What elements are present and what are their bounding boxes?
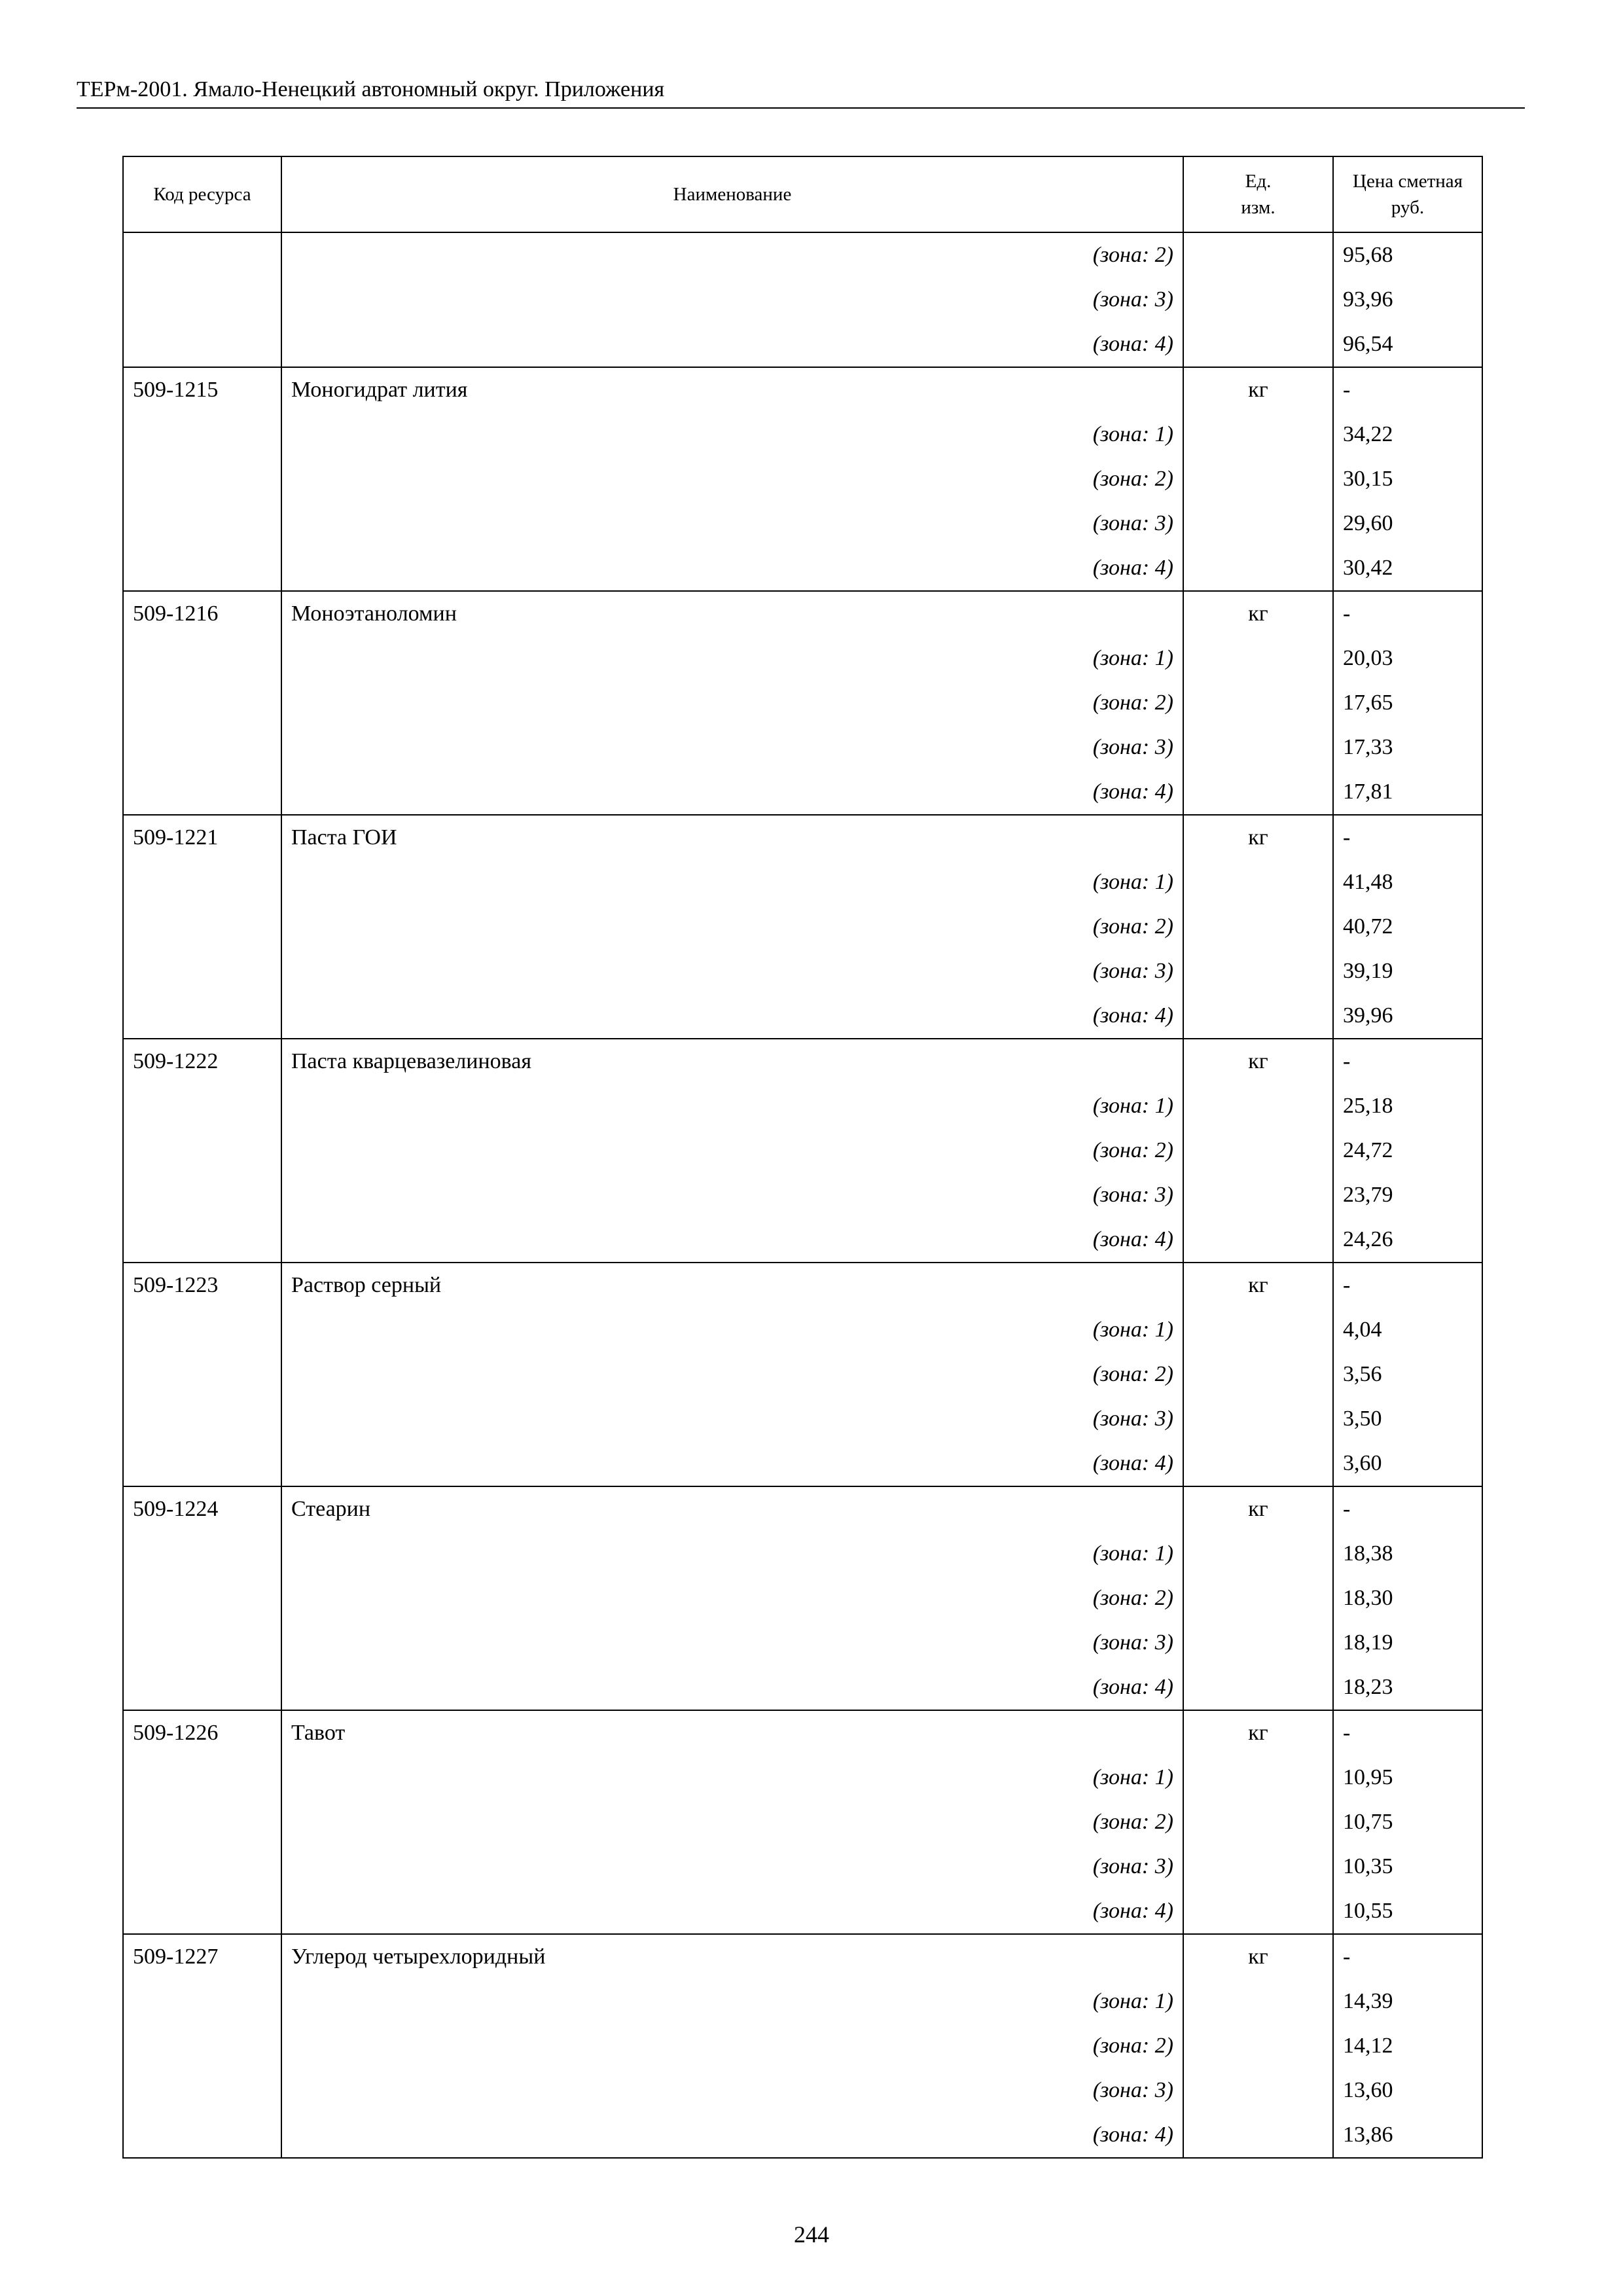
zone-label: (зона: 1) — [281, 1532, 1183, 1576]
code-cell — [123, 1308, 281, 1352]
resource-price: - — [1333, 1263, 1482, 1308]
resource-unit: кг — [1183, 1934, 1333, 1979]
zone-row — [123, 681, 1482, 725]
code-cell — [123, 1800, 281, 1844]
unit-cell — [1183, 1217, 1333, 1263]
table-row — [123, 1263, 1482, 1308]
code-cell — [123, 994, 281, 1039]
resource-name: Раствор серный — [281, 1263, 1183, 1308]
code-cell — [123, 232, 281, 278]
unit-cell — [1183, 725, 1333, 770]
zone-price: 41,48 — [1333, 860, 1482, 905]
resource-unit: кг — [1183, 1486, 1333, 1532]
resource-name: Паста ГОИ — [281, 815, 1183, 860]
unit-cell — [1183, 457, 1333, 501]
zone-label: (зона: 3) — [281, 1173, 1183, 1217]
unit-cell — [1183, 2113, 1333, 2158]
document-title: ТЕРм-2001. Ямало-Ненецкий автономный округ. Приложения — [77, 77, 665, 101]
resource-name: Углерод четырехлоридный — [281, 1934, 1183, 1979]
zone-price: 18,38 — [1333, 1532, 1482, 1576]
resource-name: Моногидрат лития — [281, 367, 1183, 412]
zone-row — [123, 278, 1482, 322]
zone-label: (зона: 2) — [281, 681, 1183, 725]
zone-label: (зона: 3) — [281, 725, 1183, 770]
table-header — [123, 156, 1482, 232]
zone-row — [123, 322, 1482, 367]
unit-cell — [1183, 860, 1333, 905]
zone-price: 23,79 — [1333, 1173, 1482, 1217]
resource-code: 509-1221 — [123, 815, 281, 860]
zone-row — [123, 994, 1482, 1039]
zone-row — [123, 1397, 1482, 1441]
column-header-name: Наименование — [281, 156, 1183, 232]
zone-price: 95,68 — [1333, 232, 1482, 278]
zone-label: (зона: 3) — [281, 2068, 1183, 2113]
code-cell — [123, 1889, 281, 1934]
zone-row — [123, 1755, 1482, 1800]
zone-label: (зона: 3) — [281, 501, 1183, 546]
zone-label: (зона: 4) — [281, 1665, 1183, 1710]
resource-code: 509-1226 — [123, 1710, 281, 1755]
resource-unit: кг — [1183, 815, 1333, 860]
zone-price: 39,96 — [1333, 994, 1482, 1039]
zone-price: 4,04 — [1333, 1308, 1482, 1352]
page-number: 244 — [794, 2221, 829, 2248]
code-cell — [123, 1217, 281, 1263]
unit-cell — [1183, 949, 1333, 994]
code-cell — [123, 860, 281, 905]
zone-row — [123, 1128, 1482, 1173]
unit-cell — [1183, 1979, 1333, 2024]
zone-row — [123, 1576, 1482, 1621]
code-cell — [123, 636, 281, 681]
resource-unit: кг — [1183, 591, 1333, 636]
code-cell — [123, 1128, 281, 1173]
zone-row — [123, 2113, 1482, 2158]
code-cell — [123, 322, 281, 367]
zone-row — [123, 1308, 1482, 1352]
zone-price: 24,72 — [1333, 1128, 1482, 1173]
zone-price: 10,35 — [1333, 1844, 1482, 1889]
zone-price: 29,60 — [1333, 501, 1482, 546]
zone-row — [123, 501, 1482, 546]
zone-label: (зона: 1) — [281, 636, 1183, 681]
zone-price: 24,26 — [1333, 1217, 1482, 1263]
unit-cell — [1183, 681, 1333, 725]
zone-price: 40,72 — [1333, 905, 1482, 949]
column-header-price: Цена сметная руб. — [1333, 156, 1482, 232]
zone-price: 14,39 — [1333, 1979, 1482, 2024]
zone-row — [123, 1532, 1482, 1576]
unit-cell — [1183, 1397, 1333, 1441]
resource-price: - — [1333, 1710, 1482, 1755]
code-cell — [123, 278, 281, 322]
zone-row — [123, 232, 1482, 278]
zone-row — [123, 1441, 1482, 1486]
unit-cell — [1183, 232, 1333, 278]
code-cell — [123, 1979, 281, 2024]
zone-label: (зона: 2) — [281, 1576, 1183, 1621]
unit-cell — [1183, 994, 1333, 1039]
unit-cell — [1183, 2024, 1333, 2068]
zone-price: 39,19 — [1333, 949, 1482, 994]
unit-cell — [1183, 905, 1333, 949]
zone-row — [123, 1352, 1482, 1397]
unit-cell — [1183, 1352, 1333, 1397]
zone-price: 18,19 — [1333, 1621, 1482, 1665]
code-cell — [123, 1441, 281, 1486]
zone-label: (зона: 2) — [281, 457, 1183, 501]
resource-unit: кг — [1183, 367, 1333, 412]
resource-price-table — [122, 156, 1483, 2159]
zone-row — [123, 1889, 1482, 1934]
resource-code: 509-1215 — [123, 367, 281, 412]
zone-label: (зона: 3) — [281, 1844, 1183, 1889]
zone-price: 10,55 — [1333, 1889, 1482, 1934]
table-row — [123, 1934, 1482, 1979]
zone-label: (зона: 4) — [281, 1441, 1183, 1486]
resource-code: 509-1216 — [123, 591, 281, 636]
unit-cell — [1183, 2068, 1333, 2113]
zone-label: (зона: 1) — [281, 1308, 1183, 1352]
resource-name: Стеарин — [281, 1486, 1183, 1532]
zone-row — [123, 1979, 1482, 2024]
code-cell — [123, 1397, 281, 1441]
resource-price: - — [1333, 367, 1482, 412]
unit-cell — [1183, 636, 1333, 681]
code-cell — [123, 501, 281, 546]
zone-label: (зона: 1) — [281, 860, 1183, 905]
zone-row — [123, 1217, 1482, 1263]
code-cell — [123, 905, 281, 949]
zone-row — [123, 457, 1482, 501]
zone-row — [123, 725, 1482, 770]
code-cell — [123, 412, 281, 457]
unit-cell — [1183, 1128, 1333, 1173]
zone-label: (зона: 2) — [281, 1800, 1183, 1844]
table-body — [123, 232, 1482, 2158]
unit-cell — [1183, 770, 1333, 815]
unit-cell — [1183, 412, 1333, 457]
zone-price: 18,23 — [1333, 1665, 1482, 1710]
zone-price: 20,03 — [1333, 636, 1482, 681]
resource-price: - — [1333, 1934, 1482, 1979]
zone-label: (зона: 1) — [281, 1084, 1183, 1128]
code-cell — [123, 1532, 281, 1576]
resource-price: - — [1333, 1486, 1482, 1532]
zone-row — [123, 1844, 1482, 1889]
code-cell — [123, 1621, 281, 1665]
code-cell — [123, 2068, 281, 2113]
zone-row — [123, 905, 1482, 949]
resource-name: Моноэтаноломин — [281, 591, 1183, 636]
column-header-unit: Ед. изм. — [1183, 156, 1333, 232]
zone-label: (зона: 4) — [281, 1217, 1183, 1263]
column-header-code: Код ресурса — [123, 156, 281, 232]
unit-cell — [1183, 1889, 1333, 1934]
table-row — [123, 1710, 1482, 1755]
zone-price: 14,12 — [1333, 2024, 1482, 2068]
zone-price: 18,30 — [1333, 1576, 1482, 1621]
code-cell — [123, 2113, 281, 2158]
zone-label: (зона: 4) — [281, 322, 1183, 367]
table-row — [123, 815, 1482, 860]
zone-price: 13,60 — [1333, 2068, 1482, 2113]
code-cell — [123, 1665, 281, 1710]
zone-label: (зона: 4) — [281, 1889, 1183, 1934]
unit-cell — [1183, 501, 1333, 546]
code-cell — [123, 725, 281, 770]
zone-label: (зона: 1) — [281, 1979, 1183, 2024]
zone-label: (зона: 4) — [281, 770, 1183, 815]
zone-price: 96,54 — [1333, 322, 1482, 367]
zone-row — [123, 636, 1482, 681]
zone-price: 30,15 — [1333, 457, 1482, 501]
code-cell — [123, 770, 281, 815]
zone-label: (зона: 3) — [281, 1397, 1183, 1441]
unit-cell — [1183, 1665, 1333, 1710]
code-cell — [123, 546, 281, 591]
unit-cell — [1183, 1755, 1333, 1800]
zone-price: 10,95 — [1333, 1755, 1482, 1800]
resource-name: Паста кварцевазелиновая — [281, 1039, 1183, 1084]
zone-label: (зона: 2) — [281, 1352, 1183, 1397]
table-row — [123, 591, 1482, 636]
zone-label: (зона: 2) — [281, 2024, 1183, 2068]
zone-price: 3,50 — [1333, 1397, 1482, 1441]
code-cell — [123, 1352, 281, 1397]
zone-price: 30,42 — [1333, 546, 1482, 591]
resource-name: Тавот — [281, 1710, 1183, 1755]
zone-row — [123, 1173, 1482, 1217]
zone-label: (зона: 2) — [281, 232, 1183, 278]
zone-price: 93,96 — [1333, 278, 1482, 322]
resource-unit: кг — [1183, 1039, 1333, 1084]
resource-unit: кг — [1183, 1263, 1333, 1308]
resource-code: 509-1227 — [123, 1934, 281, 1979]
zone-label: (зона: 4) — [281, 2113, 1183, 2158]
zone-price: 10,75 — [1333, 1800, 1482, 1844]
unit-cell — [1183, 1308, 1333, 1352]
code-cell — [123, 2024, 281, 2068]
zone-row — [123, 770, 1482, 815]
unit-cell — [1183, 1576, 1333, 1621]
unit-cell — [1183, 1532, 1333, 1576]
code-cell — [123, 1755, 281, 1800]
code-cell — [123, 1084, 281, 1128]
zone-label: (зона: 4) — [281, 546, 1183, 591]
unit-cell — [1183, 1173, 1333, 1217]
resource-price: - — [1333, 815, 1482, 860]
zone-row — [123, 412, 1482, 457]
zone-row — [123, 949, 1482, 994]
resource-price: - — [1333, 591, 1482, 636]
zone-row — [123, 1800, 1482, 1844]
zone-row — [123, 1084, 1482, 1128]
resource-code: 509-1224 — [123, 1486, 281, 1532]
zone-row — [123, 1621, 1482, 1665]
table-row — [123, 367, 1482, 412]
zone-row — [123, 2024, 1482, 2068]
zone-label: (зона: 3) — [281, 278, 1183, 322]
code-cell — [123, 1173, 281, 1217]
zone-price: 13,86 — [1333, 2113, 1482, 2158]
unit-cell — [1183, 546, 1333, 591]
zone-price: 3,60 — [1333, 1441, 1482, 1486]
zone-price: 17,33 — [1333, 725, 1482, 770]
zone-price: 34,22 — [1333, 412, 1482, 457]
resource-code: 509-1223 — [123, 1263, 281, 1308]
running-header — [77, 73, 1525, 109]
code-cell — [123, 949, 281, 994]
code-cell — [123, 1844, 281, 1889]
code-cell — [123, 1576, 281, 1621]
zone-label: (зона: 1) — [281, 1755, 1183, 1800]
zone-row — [123, 2068, 1482, 2113]
unit-cell — [1183, 1441, 1333, 1486]
zone-row — [123, 546, 1482, 591]
zone-label: (зона: 2) — [281, 1128, 1183, 1173]
zone-label: (зона: 3) — [281, 1621, 1183, 1665]
zone-label: (зона: 3) — [281, 949, 1183, 994]
zone-label: (зона: 4) — [281, 994, 1183, 1039]
zone-row — [123, 1665, 1482, 1710]
unit-cell — [1183, 1621, 1333, 1665]
zone-price: 17,81 — [1333, 770, 1482, 815]
unit-cell — [1183, 322, 1333, 367]
zone-label: (зона: 2) — [281, 905, 1183, 949]
resource-code: 509-1222 — [123, 1039, 281, 1084]
code-cell — [123, 681, 281, 725]
zone-row — [123, 860, 1482, 905]
zone-label: (зона: 1) — [281, 412, 1183, 457]
unit-cell — [1183, 1084, 1333, 1128]
unit-cell — [1183, 278, 1333, 322]
code-cell — [123, 457, 281, 501]
resource-price: - — [1333, 1039, 1482, 1084]
unit-cell — [1183, 1844, 1333, 1889]
table-row — [123, 1039, 1482, 1084]
unit-cell — [1183, 1800, 1333, 1844]
zone-price: 3,56 — [1333, 1352, 1482, 1397]
table-row — [123, 1486, 1482, 1532]
resource-unit: кг — [1183, 1710, 1333, 1755]
zone-price: 17,65 — [1333, 681, 1482, 725]
zone-price: 25,18 — [1333, 1084, 1482, 1128]
